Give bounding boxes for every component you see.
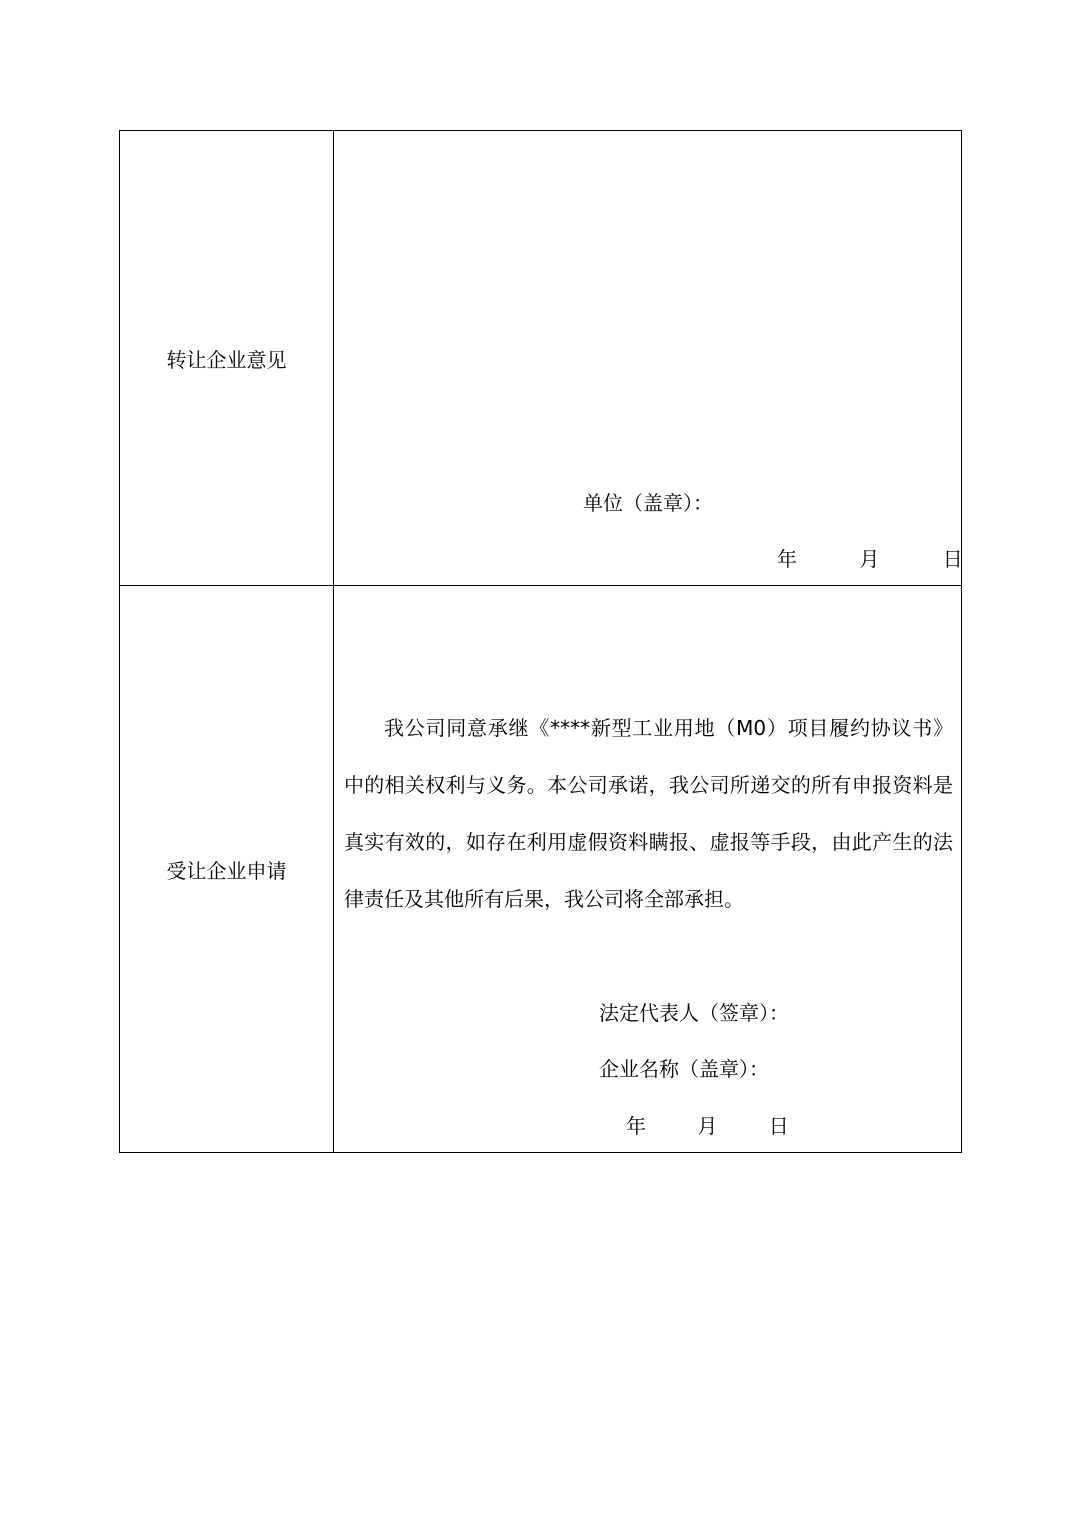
transferee-application-content <box>334 586 962 1153</box>
year-label: 年 <box>777 547 797 571</box>
transferor-opinion-label: 转让企业意见 <box>120 131 334 586</box>
form-table <box>119 130 962 1153</box>
legal-rep-signature-label: 法定代表人（签章）： <box>599 1001 789 1025</box>
day-label: 日 <box>768 1114 789 1138</box>
month-label: 月 <box>859 547 880 571</box>
transferor-opinion-content <box>334 131 962 586</box>
unit-seal-label: 单位（盖章）： <box>583 491 713 515</box>
company-name-seal-label: 企业名称（盖章）： <box>599 1057 769 1081</box>
month-label: 月 <box>697 1114 718 1138</box>
transferor-date <box>777 543 963 572</box>
commitment-statement: 我公司同意承继《****新型工业用地（M0）项目履约协议书》中的相关权利与义务。本公司承诺，我公司所递交的所有申报资料是真实有效的，如存在利用虚假资料瞒报、虚报等手段，由此产生的法律责任及其他所有后果，我公司将全部承担。 <box>344 716 953 911</box>
transferor-row <box>120 131 962 586</box>
transferee-row <box>120 586 962 1153</box>
transferee-date <box>626 1110 789 1139</box>
transferee-application-label: 受让企业申请 <box>120 586 334 1153</box>
year-label: 年 <box>626 1114 646 1138</box>
day-label: 日 <box>942 547 963 571</box>
